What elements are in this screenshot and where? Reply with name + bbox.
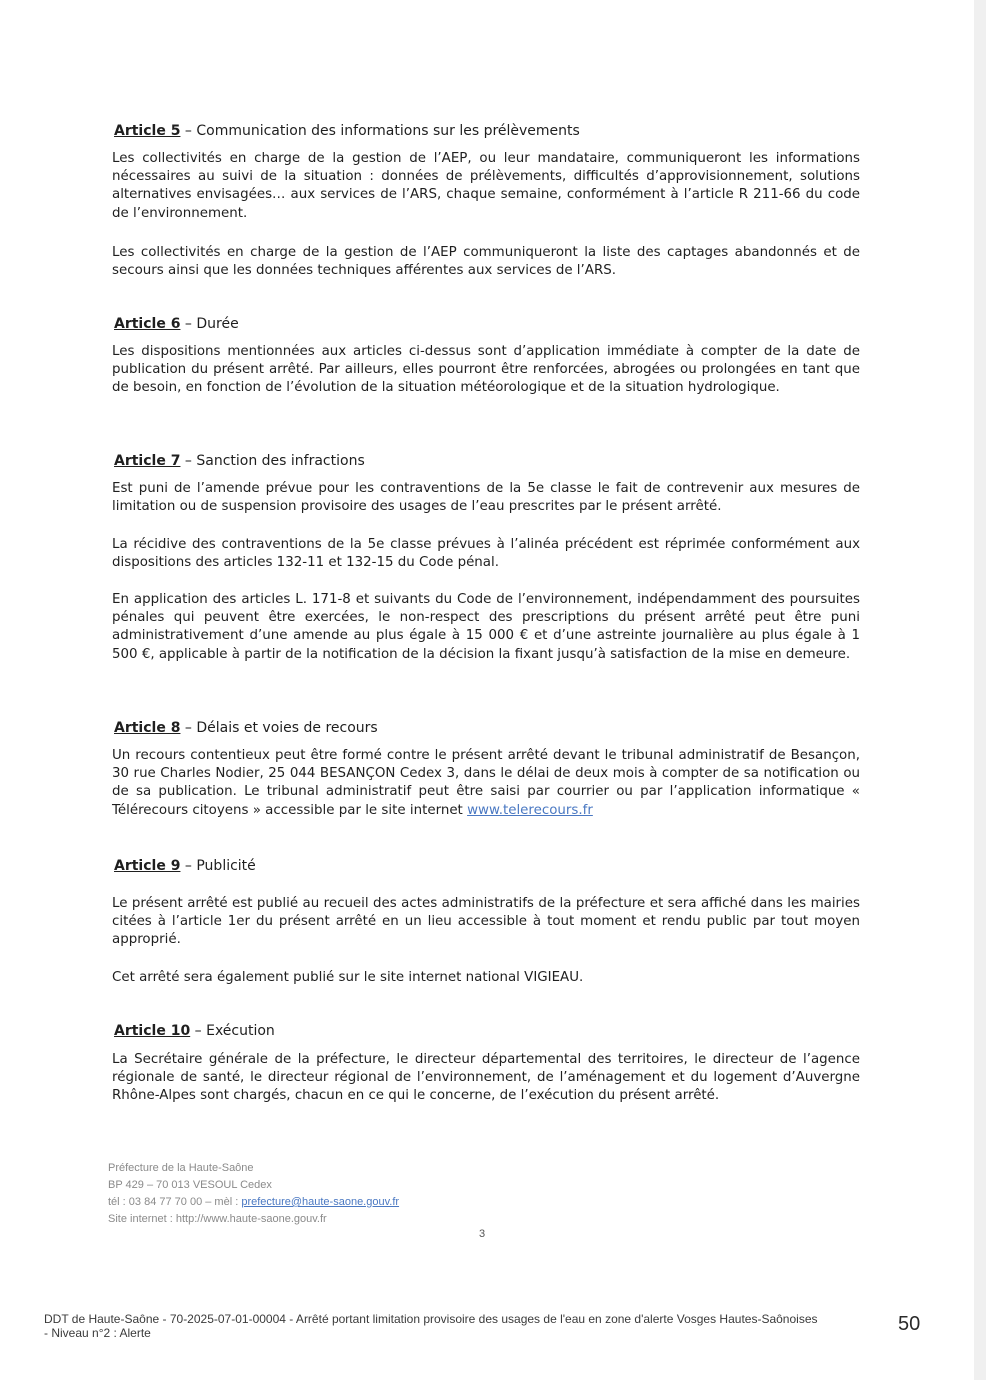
article-number: Article 5 [114,123,181,139]
page-number: 3 [479,1228,486,1240]
article-number: Article 9 [114,858,181,874]
article-number: Article 10 [114,1023,191,1039]
heading-separator: – [184,316,192,332]
article-5-paragraph-2: Les collectivités en charge de la gestion de l’AEP communiqueront la liste des captages abandonnés et de secours ainsi que les données techniques afférentes aux services de l’ARS. [112,245,860,279]
footer-phone: tél : 03 84 77 70 00 – mèl : [108,1196,239,1208]
footer-line-website: Site internet : http://www.haute-saone.gouv.fr [108,1213,327,1225]
footer-line-contact [108,1194,399,1211]
article-5-paragraph-1: Les collectivités en charge de la gestion de l’AEP, ou leur mandataire, communiqueront les informations nécessaires au suivi de la situation : données de prélèvements, difficultés d’approvisionnement, solutions alternatives envisagées… aux services de l’ARS, chaque semaine, conformément à l’article R 211-66 du code de l’environnement. [112,151,860,221]
article-8-heading [114,719,378,737]
page-edge-strip [974,0,986,1380]
footer-email-link[interactable]: prefecture@haute-saone.gouv.fr [241,1196,400,1208]
article-5-heading [114,122,580,140]
article-number: Article 8 [114,720,181,736]
pdf-page-number: 50 [898,1313,921,1335]
article-7-paragraph-2: La récidive des contraventions de la 5e classe prévues à l’alinéa précédent est réprimée conformément aux dispositions des articles 132-11 et 132-15 du Code pénal. [112,537,860,571]
article-title: Délais et voies de recours [196,720,378,736]
article-7-paragraph-3: En application des articles L. 171-8 et suivants du Code de l’environnement, indépendamment des poursuites pénales qui peuvent être exercées, le non-respect des prescriptions du présent arrêté peut être puni administrativement d’une amende au plus égale à 15 000 € et d’une astreinte journalière au plus égale à 1 500 €, applicable à partir de la notification de la décision la fixant jusqu’à satisfaction de la mise en demeure. [112,592,860,662]
heading-separator: – [184,123,192,139]
telerecours-link[interactable]: www.telerecours.fr [467,802,593,818]
document-reference: DDT de Haute-Saône - 70-2025-07-01-00004 - Arrêté portant limitation provisoire des usages de l'eau en zone d'alerte Vosges Hautes-Saônoises - Niveau n°2 : Alerte [44,1312,818,1340]
article-number: Article 7 [114,453,181,469]
article-7-heading [114,452,365,470]
article-10-heading [114,1022,275,1040]
article-6-paragraph-1: Les dispositions mentionnées aux articles ci-dessus sont d’application immédiate à compter de la date de publication du présent arrêté. Par ailleurs, elles pourront être renforcées, abrogées ou prolongées en tant que de besoin, en fonction de l’évolution de la situation météorologique et de la situation hydrologique. [112,344,860,396]
heading-separator: – [184,453,192,469]
footer-line-address: BP 429 – 70 013 VESOUL Cedex [108,1179,272,1191]
prefecture-footer [108,1160,399,1228]
article-9-heading [114,857,256,875]
article-6-heading [114,315,239,333]
article-title: Exécution [206,1023,275,1039]
article-number: Article 6 [114,316,181,332]
article-title: Sanction des infractions [196,453,365,469]
article-8-text: Un recours contentieux peut être formé contre le présent arrêté devant le tribunal administratif de Besançon, 30 rue Charles Nodier, 25 044 BESANÇON Cedex 3, dans le délai de deux mois à compter de sa notification ou de sa publication. Le tribunal administratif peut être saisi par courrier ou par l’application informatique « Télérecours citoyens » accessible par le site internet [112,748,860,818]
article-title: Durée [196,316,239,332]
article-7-paragraph-1: Est puni de l’amende prévue pour les contraventions de la 5e classe le fait de contrevenir aux mesures de limitation ou de suspension provisoire des usages de l’eau prescrites par le présent arrêté. [112,481,860,515]
article-9-paragraph-2: Cet arrêté sera également publié sur le site internet national VIGIEAU. [112,970,584,985]
article-title: Publicité [196,858,256,874]
article-title: Communication des informations sur les prélèvements [196,123,580,139]
heading-separator: – [194,1023,202,1039]
heading-separator: – [184,720,192,736]
article-8-paragraph-1 [112,747,860,820]
article-10-paragraph-1: La Secrétaire générale de la préfecture, le directeur départemental des territoires, le directeur de l’agence régionale de santé, le directeur régional de l’environnement, de l’aménagement et du logement d’Auvergne Rhône-Alpes sont chargés, chacun en ce qui le concerne, de l’exécution du présent arrêté. [112,1052,860,1104]
article-9-paragraph-1: Le présent arrêté est publié au recueil des actes administratifs de la préfecture et sera affiché dans les mairies citées à l’article 1er du présent arrêté en un lieu accessible à tout moment et rendu public par tout moyen approprié. [112,896,860,948]
heading-separator: – [184,858,192,874]
footer-line-name: Préfecture de la Haute-Saône [108,1162,254,1174]
